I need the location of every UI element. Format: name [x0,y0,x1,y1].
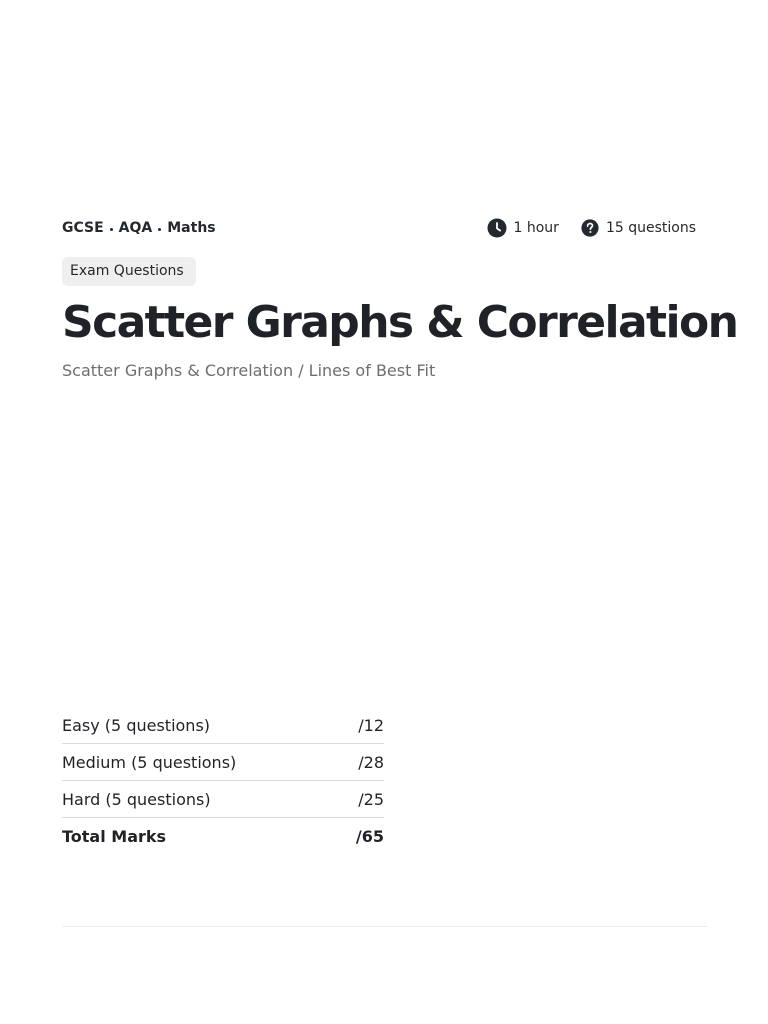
marks-label: Medium (5 questions) [62,752,237,772]
marks-value: /25 [358,789,384,809]
duration-text: 1 hour [513,220,559,236]
page [62,0,738,1024]
section-divider [62,926,708,927]
question-count-text: 15 questions [605,220,696,236]
marks-row-easy [62,707,384,744]
page-title: Scatter Graphs & Correlation [62,297,738,348]
breadcrumb-subject[interactable]: Maths [167,220,216,236]
question-count [581,219,696,237]
total-value: /65 [355,826,384,846]
breadcrumb-separator [110,228,113,231]
duration [487,218,559,238]
marks-row-hard [62,781,384,818]
breadcrumb [62,220,216,236]
breadcrumb-board[interactable]: AQA [118,220,153,236]
question-circle-icon [581,219,599,237]
marks-table [62,707,384,854]
page-subtitle: Scatter Graphs & Correlation / Lines of Best Fit [62,361,436,380]
marks-label: Hard (5 questions) [62,789,211,809]
breadcrumb-separator [158,228,161,231]
marks-row-total [62,818,384,854]
total-label: Total Marks [62,826,167,846]
category-tag: Exam Questions [62,257,196,286]
marks-label: Easy (5 questions) [62,715,211,735]
meta-info [487,218,696,238]
marks-row-medium [62,744,384,781]
clock-icon [487,218,507,238]
marks-value: /28 [358,752,384,772]
breadcrumb-level[interactable]: GCSE [62,220,104,236]
marks-value: /12 [358,715,384,735]
meta-row [62,216,696,240]
